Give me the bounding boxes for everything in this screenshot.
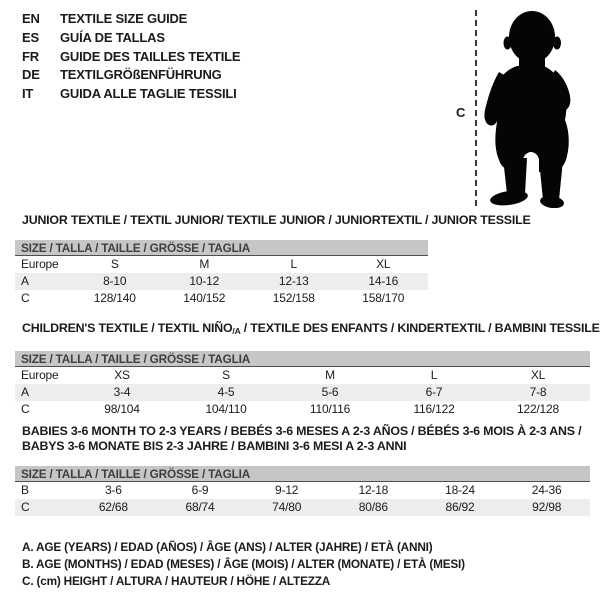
height-measure-dashed-line [475, 10, 477, 206]
table-row [15, 384, 590, 401]
row-label: C [21, 500, 30, 514]
language-title-list [22, 10, 240, 104]
guide-title: GUIDA ALLE TAGLIE TESSILI [60, 86, 237, 102]
language-code: FR [22, 48, 39, 64]
table-row [15, 256, 428, 273]
table-cell: L [430, 368, 438, 382]
table-cell: 116/122 [413, 402, 455, 416]
table-cell: 3-6 [104, 483, 122, 497]
table-cell: 6-9 [191, 483, 209, 497]
junior-table-title: JUNIOR TEXTILE / TEXTIL JUNIOR/ TEXTILE JUNIOR / JUNIORTEXTIL / JUNIOR TESSILE [22, 213, 531, 227]
table-cell: 9-12 [275, 483, 299, 497]
table-cell: 152/158 [272, 291, 315, 305]
table-cell: 140/152 [183, 291, 226, 305]
table-cell: 4-5 [217, 385, 235, 399]
measurement-figure [455, 5, 587, 211]
language-code: ES [22, 29, 39, 45]
babies-table-title-line2: BABYS 3-6 MONATE BIS 2-3 JAHRE / BAMBINI 3-6 MESI A 2-3 ANNI [22, 439, 407, 453]
table-cell: M [199, 257, 210, 271]
table-cell: 24-36 [531, 483, 562, 497]
guide-title: TEXTILE SIZE GUIDE [60, 11, 188, 26]
table-cell: 158/170 [362, 291, 405, 305]
row-label: A [21, 274, 29, 288]
baby-silhouette-icon [483, 10, 575, 208]
guide-title: GUIDE DES TAILLES TEXTILE [60, 48, 241, 64]
babies-table-title-line1: BABIES 3-6 MONTH TO 2-3 YEARS / BEBÉS 3-6 MESES A 2-3 AÑOS / BÉBÉS 3-6 MOIS À 2-3 ANS / [22, 424, 582, 438]
title-part: / TEXTILE DES ENFANTS / KINDERTEXTIL / BAMBINI TESSILE [240, 321, 600, 335]
guide-title: TEXTILGRÖßENFÜHRUNG [60, 67, 222, 83]
table-cell: 80/86 [358, 500, 388, 514]
language-row [22, 10, 240, 29]
junior-size-table [15, 240, 428, 307]
footnote-c: C. (cm) HEIGHT / ALTURA / HAUTEUR / HÖHE / ALTEZZA [22, 574, 331, 589]
language-code: EN [22, 11, 40, 26]
childrens-textile-section [15, 321, 600, 418]
size-header-row: SIZE / TALLA / TAILLE / GRÖSSE / TAGLIA [15, 240, 428, 256]
footnote-a: A. AGE (YEARS) / EDAD (AÑOS) / ÂGE (ANS) / ALTER (JAHRE) / ETÀ (ANNI) [22, 540, 433, 554]
table-cell: 98/104 [104, 402, 140, 416]
childrens-table-title [22, 321, 600, 339]
table-cell: XL [530, 368, 546, 382]
table-cell: 12-18 [358, 483, 389, 497]
row-label: Europe [21, 257, 59, 271]
language-row [22, 66, 240, 85]
table-cell: 86/92 [445, 500, 475, 514]
table-cell: XS [114, 368, 130, 382]
size-header-row: SIZE / TALLA / TAILLE / GRÖSSE / TAGLIA [15, 466, 590, 482]
table-cell: 128/140 [93, 291, 136, 305]
table-cell: XL [376, 257, 391, 271]
table-cell: 110/116 [309, 402, 351, 416]
table-cell: 8-10 [103, 274, 127, 288]
table-cell: 10-12 [189, 274, 220, 288]
childrens-size-table [15, 351, 590, 418]
junior-textile-section [15, 213, 531, 307]
table-cell: 74/80 [272, 500, 302, 514]
babies-textile-section [15, 424, 590, 516]
table-cell: M [325, 368, 335, 382]
row-label: C [21, 402, 30, 416]
language-row [22, 48, 240, 67]
table-row [15, 290, 428, 307]
table-cell: 5-6 [321, 385, 339, 399]
table-cell: 122/128 [517, 402, 559, 416]
table-cell: 92/98 [532, 500, 562, 514]
table-cell: 104/110 [205, 402, 247, 416]
title-subscript: /A [232, 326, 241, 336]
table-row [15, 367, 590, 384]
table-cell: 6-7 [425, 385, 443, 399]
table-cell: L [290, 257, 297, 271]
table-cell: 14-16 [368, 274, 399, 288]
table-cell: 7-8 [529, 385, 547, 399]
footnote-b: B. AGE (MONTHS) / EDAD (MESES) / ÂGE (MOIS) / ALTER (MONATE) / ETÀ (MESI) [22, 557, 465, 572]
table-cell: 18-24 [445, 483, 475, 497]
table-cell: 3-4 [113, 385, 131, 399]
title-part: CHILDREN'S TEXTILE / TEXTIL NIÑO [22, 321, 233, 335]
row-label: B [21, 483, 29, 497]
language-code: IT [22, 86, 34, 102]
language-row [22, 85, 240, 104]
table-cell: 68/74 [185, 500, 215, 514]
footnote-legend [22, 539, 465, 591]
table-row [15, 401, 590, 418]
guide-title: GUÍA DE TALLAS [60, 29, 165, 45]
size-header-row: SIZE / TALLA / TAILLE / GRÖSSE / TAGLIA [15, 351, 590, 367]
table-cell: 62/68 [98, 500, 128, 514]
row-label: Europe [21, 368, 59, 382]
table-cell: S [222, 368, 230, 382]
babies-size-table [15, 466, 590, 516]
table-cell: 12-13 [278, 274, 309, 288]
table-cell: S [110, 257, 119, 271]
table-row [15, 273, 428, 290]
row-label: C [21, 291, 30, 305]
language-code: DE [22, 67, 40, 83]
row-label: A [21, 385, 29, 399]
table-row [15, 482, 590, 499]
height-measure-label: C [456, 105, 466, 120]
language-row [22, 29, 240, 48]
table-row [15, 499, 590, 516]
